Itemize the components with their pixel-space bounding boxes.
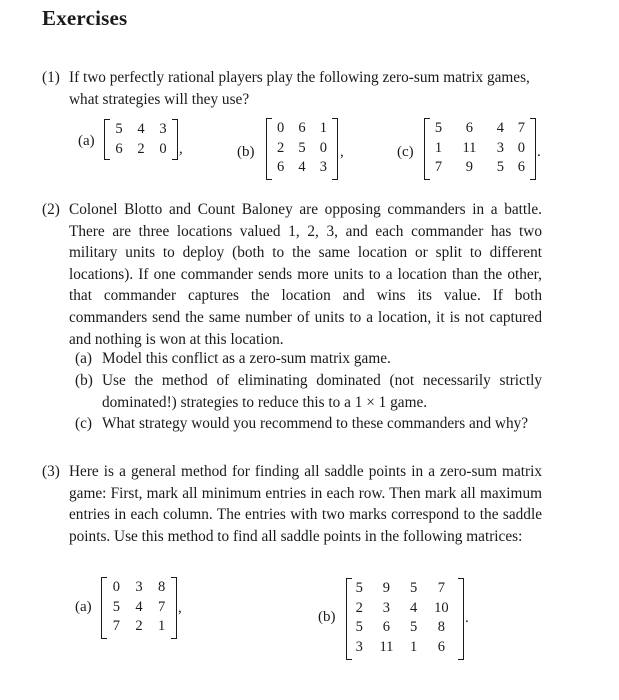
subpart-2b xyxy=(75,370,542,413)
matrix-cell: 2 xyxy=(277,139,285,156)
matrix-cell: 9 xyxy=(382,580,391,596)
matrix-cell: 3 xyxy=(319,159,327,175)
matrix-row xyxy=(105,598,173,618)
matrix-3a xyxy=(101,577,177,639)
matrix-cell: 5 xyxy=(355,580,363,596)
matrix-cell: 4 xyxy=(137,121,145,137)
matrix-cell: 4 xyxy=(409,599,418,616)
exercise-1 xyxy=(42,67,542,110)
matrix-row xyxy=(350,599,460,619)
matrix-cell: 5 xyxy=(409,580,418,596)
matrix-cell: 8 xyxy=(158,579,166,595)
matrix-cell: 11 xyxy=(462,139,477,156)
matrix-punctuation: , xyxy=(340,144,344,160)
page-title: Exercises xyxy=(42,6,128,30)
matrix-cell: 1 xyxy=(434,139,443,156)
matrix-cell: 6 xyxy=(115,140,123,157)
subpart-2a xyxy=(75,348,542,370)
exercise-text: Here is a general method for finding all saddle points in a zero-sum matrix game: First, mark all minimum entries in each row. Then mark all maximum entries in each column. The entries with two marks correspond to the saddle points. Use this method to find all saddle points in the following matrices: xyxy=(69,463,542,545)
matrix-cell: 6 xyxy=(382,619,391,635)
matrix-cell: 6 xyxy=(298,120,306,136)
subpart-text: Use the method of eliminating dominated (not necessarily strictly dominated!) strategies to reduce this to a 1 × 1 game. xyxy=(102,372,542,411)
matrix-row xyxy=(350,618,460,638)
matrix-cell: 0 xyxy=(319,139,327,156)
matrix-cell: 7 xyxy=(437,580,446,596)
matrix-cell: 3 xyxy=(159,121,167,137)
matrix-cell: 5 xyxy=(298,139,306,156)
matrix-cell: 6 xyxy=(437,638,446,655)
matrix-1c xyxy=(424,118,536,180)
matrix-cell: 8 xyxy=(437,619,446,635)
matrix-row xyxy=(270,139,334,159)
matrix-cell: 10 xyxy=(434,599,449,616)
matrix-cell: 5 xyxy=(434,120,443,136)
matrix-cell: 3 xyxy=(496,139,504,156)
matrix-cell: 7 xyxy=(434,159,443,175)
matrix-row xyxy=(105,617,173,637)
matrix-row xyxy=(428,119,532,139)
matrix-cell: 3 xyxy=(382,599,391,616)
exercise-text: If two perfectly rational players play the following zero-sum matrix games, what strategies will they use? xyxy=(69,69,530,108)
matrix-row xyxy=(108,140,174,160)
matrix-cell: 0 xyxy=(159,140,167,157)
matrix-punctuation: , xyxy=(178,600,182,616)
matrix-cell: 11 xyxy=(379,638,394,655)
exercise-number: (2) xyxy=(42,201,60,218)
matrix-cell: 4 xyxy=(135,598,143,615)
matrix-cell: 1 xyxy=(409,638,418,655)
matrix-row xyxy=(428,158,532,178)
matrix-cell: 5 xyxy=(409,619,418,635)
matrix-label: (b) xyxy=(237,144,255,160)
matrix-cell: 9 xyxy=(465,159,474,175)
matrix-cell: 5 xyxy=(496,159,504,175)
matrix-row xyxy=(350,638,460,658)
matrix-cell: 2 xyxy=(135,618,143,634)
matrix-row xyxy=(270,119,334,139)
matrix-cell: 5 xyxy=(355,619,363,635)
matrix-cell: 1 xyxy=(319,120,327,136)
matrix-punctuation: . xyxy=(537,144,541,160)
matrix-cell: 5 xyxy=(115,121,123,137)
subpart-label: (a) xyxy=(75,350,92,367)
matrix-3b xyxy=(346,578,464,660)
exercise-3 xyxy=(42,461,542,547)
matrix-cell: 6 xyxy=(465,120,474,136)
matrix-1b xyxy=(266,118,338,180)
matrix-label: (a) xyxy=(75,599,92,615)
matrix-row xyxy=(350,579,460,599)
subpart-text: Model this conflict as a zero-sum matrix game. xyxy=(102,350,391,367)
matrix-cell: 2 xyxy=(137,140,145,157)
matrix-cell: 0 xyxy=(112,579,120,595)
matrix-cell: 3 xyxy=(135,579,143,595)
matrix-row xyxy=(428,139,532,159)
matrix-label: (c) xyxy=(397,144,414,160)
matrix-cell: 7 xyxy=(112,618,120,634)
matrix-cell: 2 xyxy=(355,599,363,616)
subpart-label: (b) xyxy=(75,372,93,389)
matrix-cell: 7 xyxy=(517,120,526,136)
exercise-2 xyxy=(42,199,542,350)
matrix-cell: 3 xyxy=(355,638,363,655)
matrix-cell: 6 xyxy=(517,159,526,175)
matrix-cell: 5 xyxy=(112,598,120,615)
matrix-cell: 0 xyxy=(277,120,285,136)
matrix-punctuation: . xyxy=(465,610,469,626)
subpart-text: What strategy would you recommend to these commanders and why? xyxy=(102,415,529,432)
matrix-cell: 0 xyxy=(517,139,526,156)
matrix-row xyxy=(105,578,173,598)
matrix-cell: 1 xyxy=(158,618,166,634)
exercise-number: (3) xyxy=(42,463,60,480)
exercise-number: (1) xyxy=(42,69,60,86)
matrix-cell: 4 xyxy=(496,120,504,136)
exercise-text: Colonel Blotto and Count Baloney are opposing commanders in a battle. There are three locations valued 1, 2, 3, and each commander has two military units to deploy (both to the same location or split to different locations). If one commander sends more units to a location than the other, that commander captures the location and wins its value. If both commanders send the same number of units to a location, it is not captured and nothing is won at this location. xyxy=(69,201,542,348)
matrix-row xyxy=(270,158,334,178)
matrix-cell: 7 xyxy=(158,598,166,615)
matrix-label: (a) xyxy=(78,133,95,149)
matrix-row xyxy=(108,120,174,140)
subpart-label: (c) xyxy=(75,415,92,432)
matrix-punctuation: , xyxy=(179,141,183,157)
subpart-2c xyxy=(75,413,542,435)
matrix-1a xyxy=(104,119,178,160)
matrix-cell: 6 xyxy=(277,159,285,175)
matrix-cell: 4 xyxy=(298,159,306,175)
matrix-label: (b) xyxy=(318,609,336,625)
